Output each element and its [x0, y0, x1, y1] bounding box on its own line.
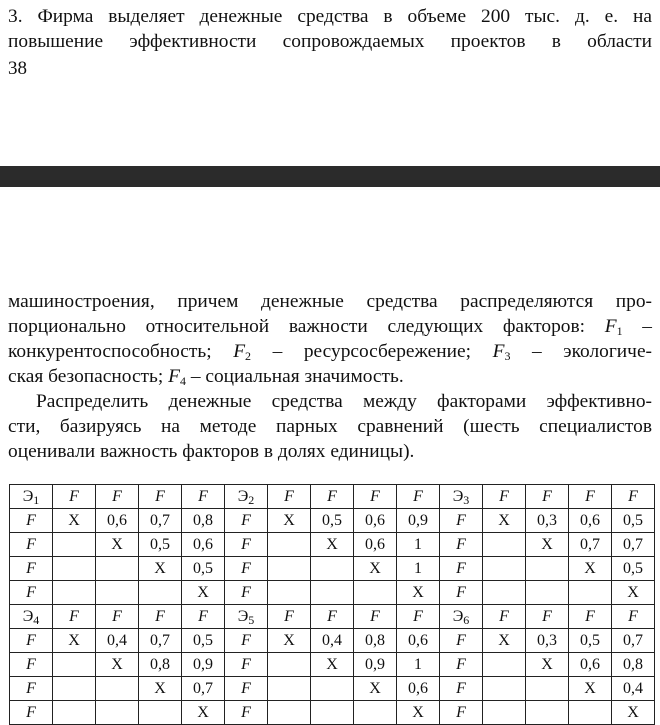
table-cell: X [397, 701, 440, 725]
table-cell: 0,8 [354, 629, 397, 653]
table-cell [526, 581, 569, 605]
table-cell [96, 581, 139, 605]
table-cell: 0,7 [612, 629, 655, 653]
table-cell: F [440, 677, 483, 701]
table-cell: 0,9 [397, 509, 440, 533]
problem-paragraph-2 [8, 389, 652, 464]
table-cell: F [268, 605, 311, 629]
table-cell: F [397, 605, 440, 629]
table-cell: F [268, 485, 311, 509]
table-cell: F [96, 485, 139, 509]
table-cell [483, 677, 526, 701]
table-cell: 0,9 [182, 653, 225, 677]
table-cell [483, 557, 526, 581]
table-cell [96, 701, 139, 725]
table-cell: F [182, 605, 225, 629]
table-cell [268, 653, 311, 677]
table-cell: 0,6 [569, 509, 612, 533]
table-cell: F [440, 629, 483, 653]
p1-line-3: конкурентоспособность; $F_2$ – ресурсосбережение; $F_3$ – экологиче- [8, 341, 653, 363]
table-row [10, 677, 655, 701]
table-cell [526, 557, 569, 581]
table-cell: $Э_5$ [225, 605, 268, 629]
table-cell: F [182, 485, 225, 509]
table-cell: 1 [397, 533, 440, 557]
table-cell [53, 557, 96, 581]
table-cell [483, 581, 526, 605]
table-cell: 0,6 [96, 509, 139, 533]
table-cell [96, 557, 139, 581]
table-cell: X [139, 677, 182, 701]
p1-line-2: порционально относительной важности следующих факторов: $F_1$ – [8, 316, 652, 338]
table-cell: 0,8 [182, 509, 225, 533]
table-cell: X [53, 509, 96, 533]
table-cell [268, 533, 311, 557]
table-cell: F [354, 485, 397, 509]
table-cell: 0,4 [311, 629, 354, 653]
table-cell [311, 557, 354, 581]
table-cell: F [96, 605, 139, 629]
table-cell: $Э_1$ [10, 485, 53, 509]
table-cell: $Э_4$ [10, 605, 53, 629]
table-cell: F [10, 677, 53, 701]
table-cell: 0,5 [139, 533, 182, 557]
table-cell: $Э_6$ [440, 605, 483, 629]
table-cell: F [225, 533, 268, 557]
table-cell [139, 701, 182, 725]
table-cell [268, 677, 311, 701]
table-cell: 0,9 [354, 653, 397, 677]
table-cell: F [225, 509, 268, 533]
table-cell [53, 533, 96, 557]
table-cell: X [182, 701, 225, 725]
table-cell [53, 581, 96, 605]
table-cell [53, 653, 96, 677]
top-line-1: 3. Фирма выделяет денежные средства в объеме 200 тыс. д. е. на [8, 6, 652, 27]
table-cell: X [354, 677, 397, 701]
problem-paragraph-1 [8, 289, 652, 389]
table-cell: F [440, 533, 483, 557]
table-cell [526, 701, 569, 725]
table-cell: F [10, 533, 53, 557]
table-cell: F [440, 653, 483, 677]
table-cell [311, 677, 354, 701]
table-cell: F [225, 677, 268, 701]
table-cell: F [526, 605, 569, 629]
table-row [10, 605, 655, 629]
table-cell: F [53, 605, 96, 629]
table-cell: X [612, 701, 655, 725]
table-cell [526, 677, 569, 701]
table-cell: $Э_2$ [225, 485, 268, 509]
table-row [10, 485, 655, 509]
table-cell: F [440, 509, 483, 533]
table-cell: F [483, 605, 526, 629]
page-number: 38 [8, 58, 27, 79]
table-cell: X [526, 533, 569, 557]
table-cell [268, 701, 311, 725]
table-cell: 1 [397, 653, 440, 677]
table-cell: 0,5 [612, 557, 655, 581]
table-cell: $Э_3$ [440, 485, 483, 509]
table-cell: 0,5 [569, 629, 612, 653]
table-cell: 0,7 [569, 533, 612, 557]
table-cell [483, 653, 526, 677]
table-cell [268, 557, 311, 581]
table-cell: X [96, 533, 139, 557]
table-cell: F [569, 605, 612, 629]
table-cell [139, 581, 182, 605]
table-row [10, 653, 655, 677]
table-cell: F [139, 485, 182, 509]
table-cell [268, 581, 311, 605]
table-cell: F [10, 557, 53, 581]
table-cell [569, 701, 612, 725]
table-cell: F [225, 629, 268, 653]
table-cell: F [440, 581, 483, 605]
table-cell [483, 701, 526, 725]
top-line-2: повышение эффективности сопровождаемых проектов в области [8, 31, 652, 52]
table-row [10, 557, 655, 581]
table-cell: X [569, 677, 612, 701]
table-cell [96, 677, 139, 701]
table-cell: F [225, 581, 268, 605]
table-cell: 0,5 [311, 509, 354, 533]
table-cell [53, 701, 96, 725]
table-row [10, 581, 655, 605]
table-cell: F [311, 605, 354, 629]
table-cell: X [612, 581, 655, 605]
table-cell: 0,7 [139, 629, 182, 653]
table-cell: F [440, 557, 483, 581]
table-cell: 1 [397, 557, 440, 581]
table-cell: 0,8 [139, 653, 182, 677]
table-cell: X [483, 629, 526, 653]
table-cell: X [311, 653, 354, 677]
table-cell: 0,5 [182, 557, 225, 581]
table-cell: F [10, 701, 53, 725]
table-cell: 0,6 [397, 677, 440, 701]
table-row [10, 701, 655, 725]
table-cell: F [225, 701, 268, 725]
table-cell: F [53, 485, 96, 509]
table-cell: 0,6 [397, 629, 440, 653]
table-row [10, 509, 655, 533]
table-cell [483, 533, 526, 557]
table-cell: F [10, 629, 53, 653]
table-cell: 0,7 [182, 677, 225, 701]
table-cell: F [526, 485, 569, 509]
pairwise-comparison-table [9, 484, 655, 725]
p2-line-1: Распределить денежные средства между факторами эффективно- [36, 391, 652, 412]
table-cell: 0,5 [182, 629, 225, 653]
table-cell: X [311, 533, 354, 557]
table-cell: X [397, 581, 440, 605]
table-cell: F [569, 485, 612, 509]
p2-line-2: сти, базируясь на методе парных сравнений (шесть специалистов [8, 416, 652, 437]
table-cell: 0,5 [612, 509, 655, 533]
page-divider-band [0, 166, 660, 187]
table-cell: 0,6 [354, 533, 397, 557]
table-cell: F [483, 485, 526, 509]
table-cell: 0,7 [139, 509, 182, 533]
table-cell: F [225, 557, 268, 581]
table-cell [569, 581, 612, 605]
table-cell: 0,6 [182, 533, 225, 557]
table-cell: 0,4 [612, 677, 655, 701]
table-cell: F [612, 605, 655, 629]
p1-line-1: машиностроения, причем денежные средства распределяются про- [8, 291, 652, 312]
table-cell [53, 677, 96, 701]
table-row [10, 629, 655, 653]
table-cell: X [569, 557, 612, 581]
table-cell: X [483, 509, 526, 533]
table-cell [311, 701, 354, 725]
table-cell [311, 581, 354, 605]
table-cell: F [311, 485, 354, 509]
table-cell: 0,6 [354, 509, 397, 533]
table-cell: X [53, 629, 96, 653]
table-cell: X [268, 629, 311, 653]
table-cell: X [268, 509, 311, 533]
table-cell: F [440, 701, 483, 725]
p1-line-4: ская безопасность; $F_4$ – социальная значимость. [8, 366, 404, 388]
top-paragraph [8, 4, 652, 54]
table-cell: F [612, 485, 655, 509]
table-cell: X [96, 653, 139, 677]
table-cell: X [354, 557, 397, 581]
table-cell [354, 581, 397, 605]
table-cell: 0,4 [96, 629, 139, 653]
table-cell: F [10, 581, 53, 605]
table-row [10, 533, 655, 557]
table-cell: F [225, 653, 268, 677]
table-cell: F [354, 605, 397, 629]
table-cell: X [526, 653, 569, 677]
p2-line-3: оценивали важность факторов в долях единицы). [8, 441, 415, 462]
table-cell: F [10, 509, 53, 533]
table-cell: F [10, 653, 53, 677]
table-cell: F [397, 485, 440, 509]
table-cell: 0,6 [569, 653, 612, 677]
table-cell: 0,8 [612, 653, 655, 677]
table-cell: F [139, 605, 182, 629]
table-cell: 0,3 [526, 629, 569, 653]
table-cell: X [139, 557, 182, 581]
table-cell: 0,7 [612, 533, 655, 557]
table-cell: X [182, 581, 225, 605]
table-cell: 0,3 [526, 509, 569, 533]
table-cell [354, 701, 397, 725]
